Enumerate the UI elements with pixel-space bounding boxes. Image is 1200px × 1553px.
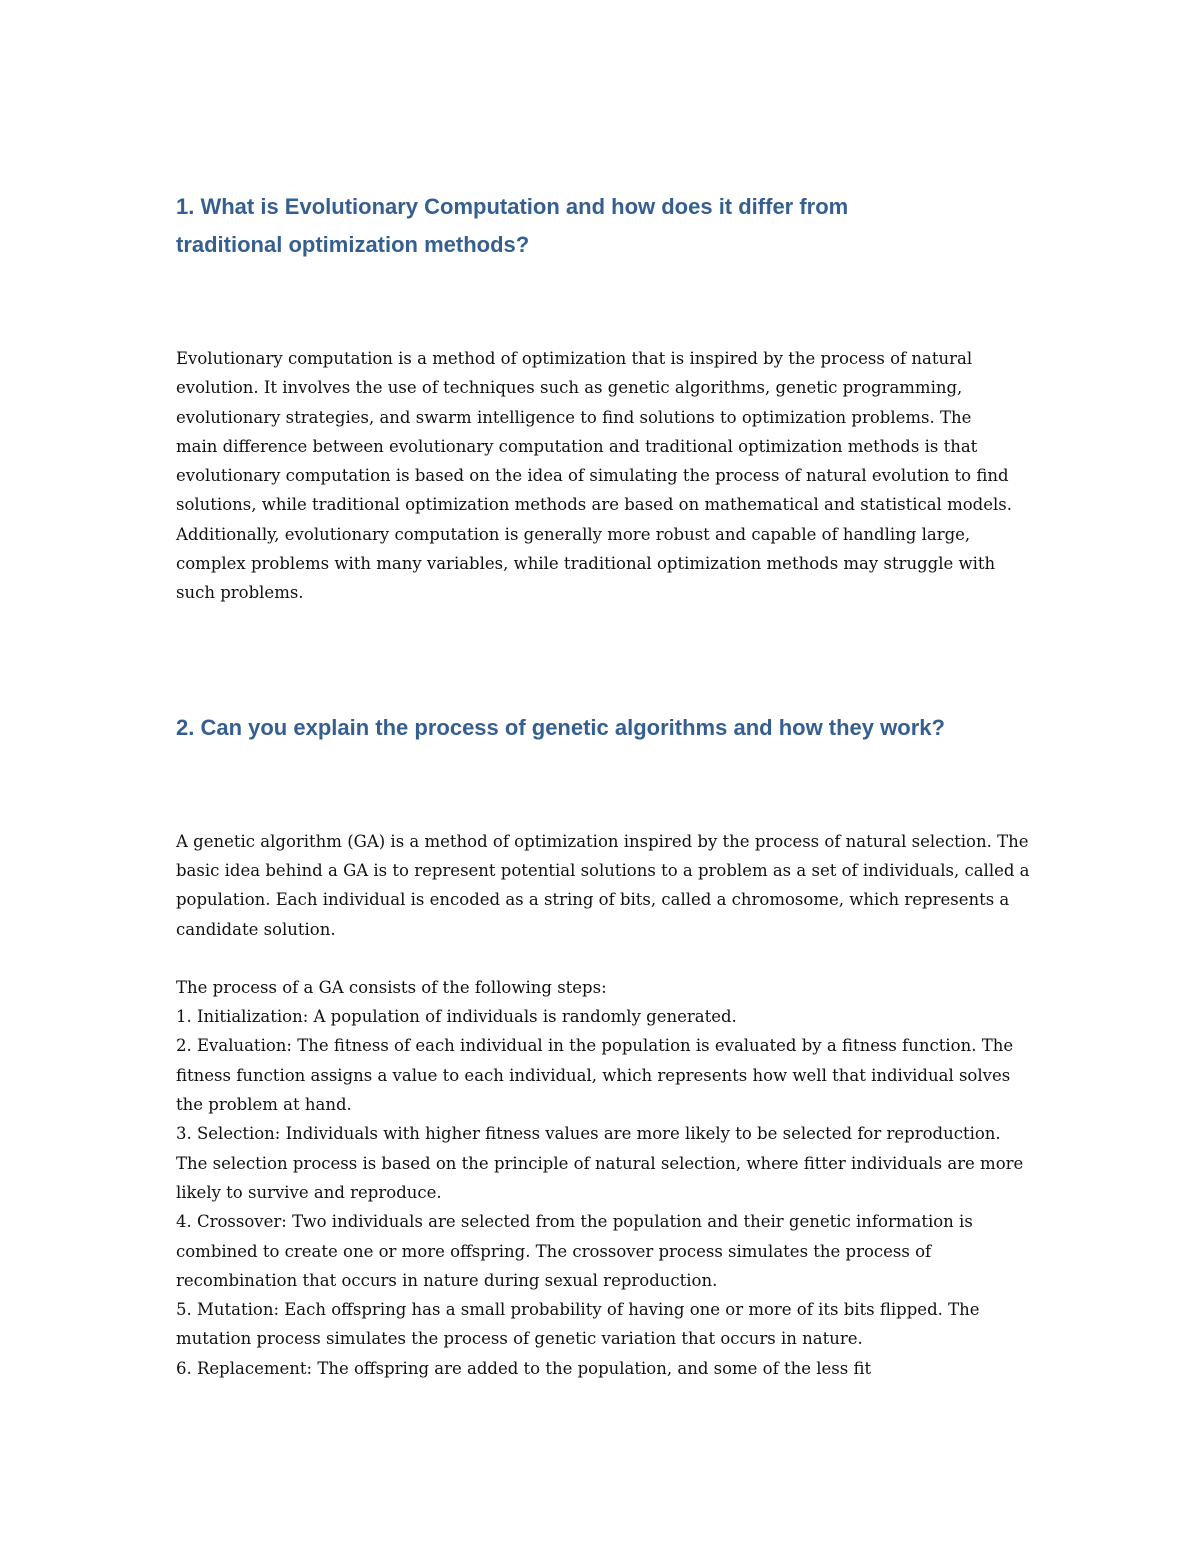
question-1-answer: Evolutionary computation is a method of optimization that is inspired by the process of natural evolution. It involves the use of techniques such as genetic algorithms, genetic programming, evolutionary strategies, and swarm intelligence to find solutions to optimization problems. The main difference between evolutionary computation and traditional optimization methods is that evolutionary computation is based on the idea of simulating the process of natural evolution to find solutions, while traditional optimization methods are based on mathematical and statistical models. Additionally, evolutionary computation is generally more robust and capable of handling large, complex problems with many variables, while traditional optimization methods may struggle with such problems. [176,349,1012,603]
page-content [176,188,1036,1383]
ga-step-mutation: 5. Mutation: Each offspring has a small probability of having one or more of its bits flipped. The mutation process simulates the process of genetic variation that occurs in nature. [176,1300,980,1349]
question-2-answer: A genetic algorithm (GA) is a method of optimization inspired by the process of natural selection. The basic idea behind a GA is to represent potential solutions to a problem as a set of individuals, called a population. Each individual is encoded as a string of bits, called a chromosome, which represents a candidate solution. [176,831,1030,939]
ga-steps-intro: The process of a GA consists of the following steps: [176,977,607,997]
ga-step-evaluation: 2. Evaluation: The fitness of each individual in the population is evaluated by a fitness function. The fitness function assigns a value to each individual, which represents how well that individual solves the problem at hand. [176,1036,1014,1115]
ga-step-initialization: 1. Initialization: A population of individuals is randomly generated. [176,1007,737,1027]
ga-step-selection: 3. Selection: Individuals with higher fitness values are more likely to be selected for reproduction. The selection process is based on the principle of natural selection, where fitter individuals are more likely to survive and reproduce. [176,1124,1024,1202]
ga-step-crossover: 4. Crossover: Two individuals are selected from the population and their genetic information is combined to create one or more offspring. The crossover process simulates the process of recombination that occurs in nature during sexual reproduction. [176,1212,973,1290]
ga-step-replacement: 6. Replacement: The offspring are added to the population, and some of the less fit [176,1358,872,1378]
ga-steps-list [176,1002,1036,1383]
question-2-heading: 2. Can you explain the process of genetic algorithms and how they work? [176,714,945,740]
question-1-heading: 1. What is Evolutionary Computation and how does it differ from traditional optimization methods? [176,194,849,257]
